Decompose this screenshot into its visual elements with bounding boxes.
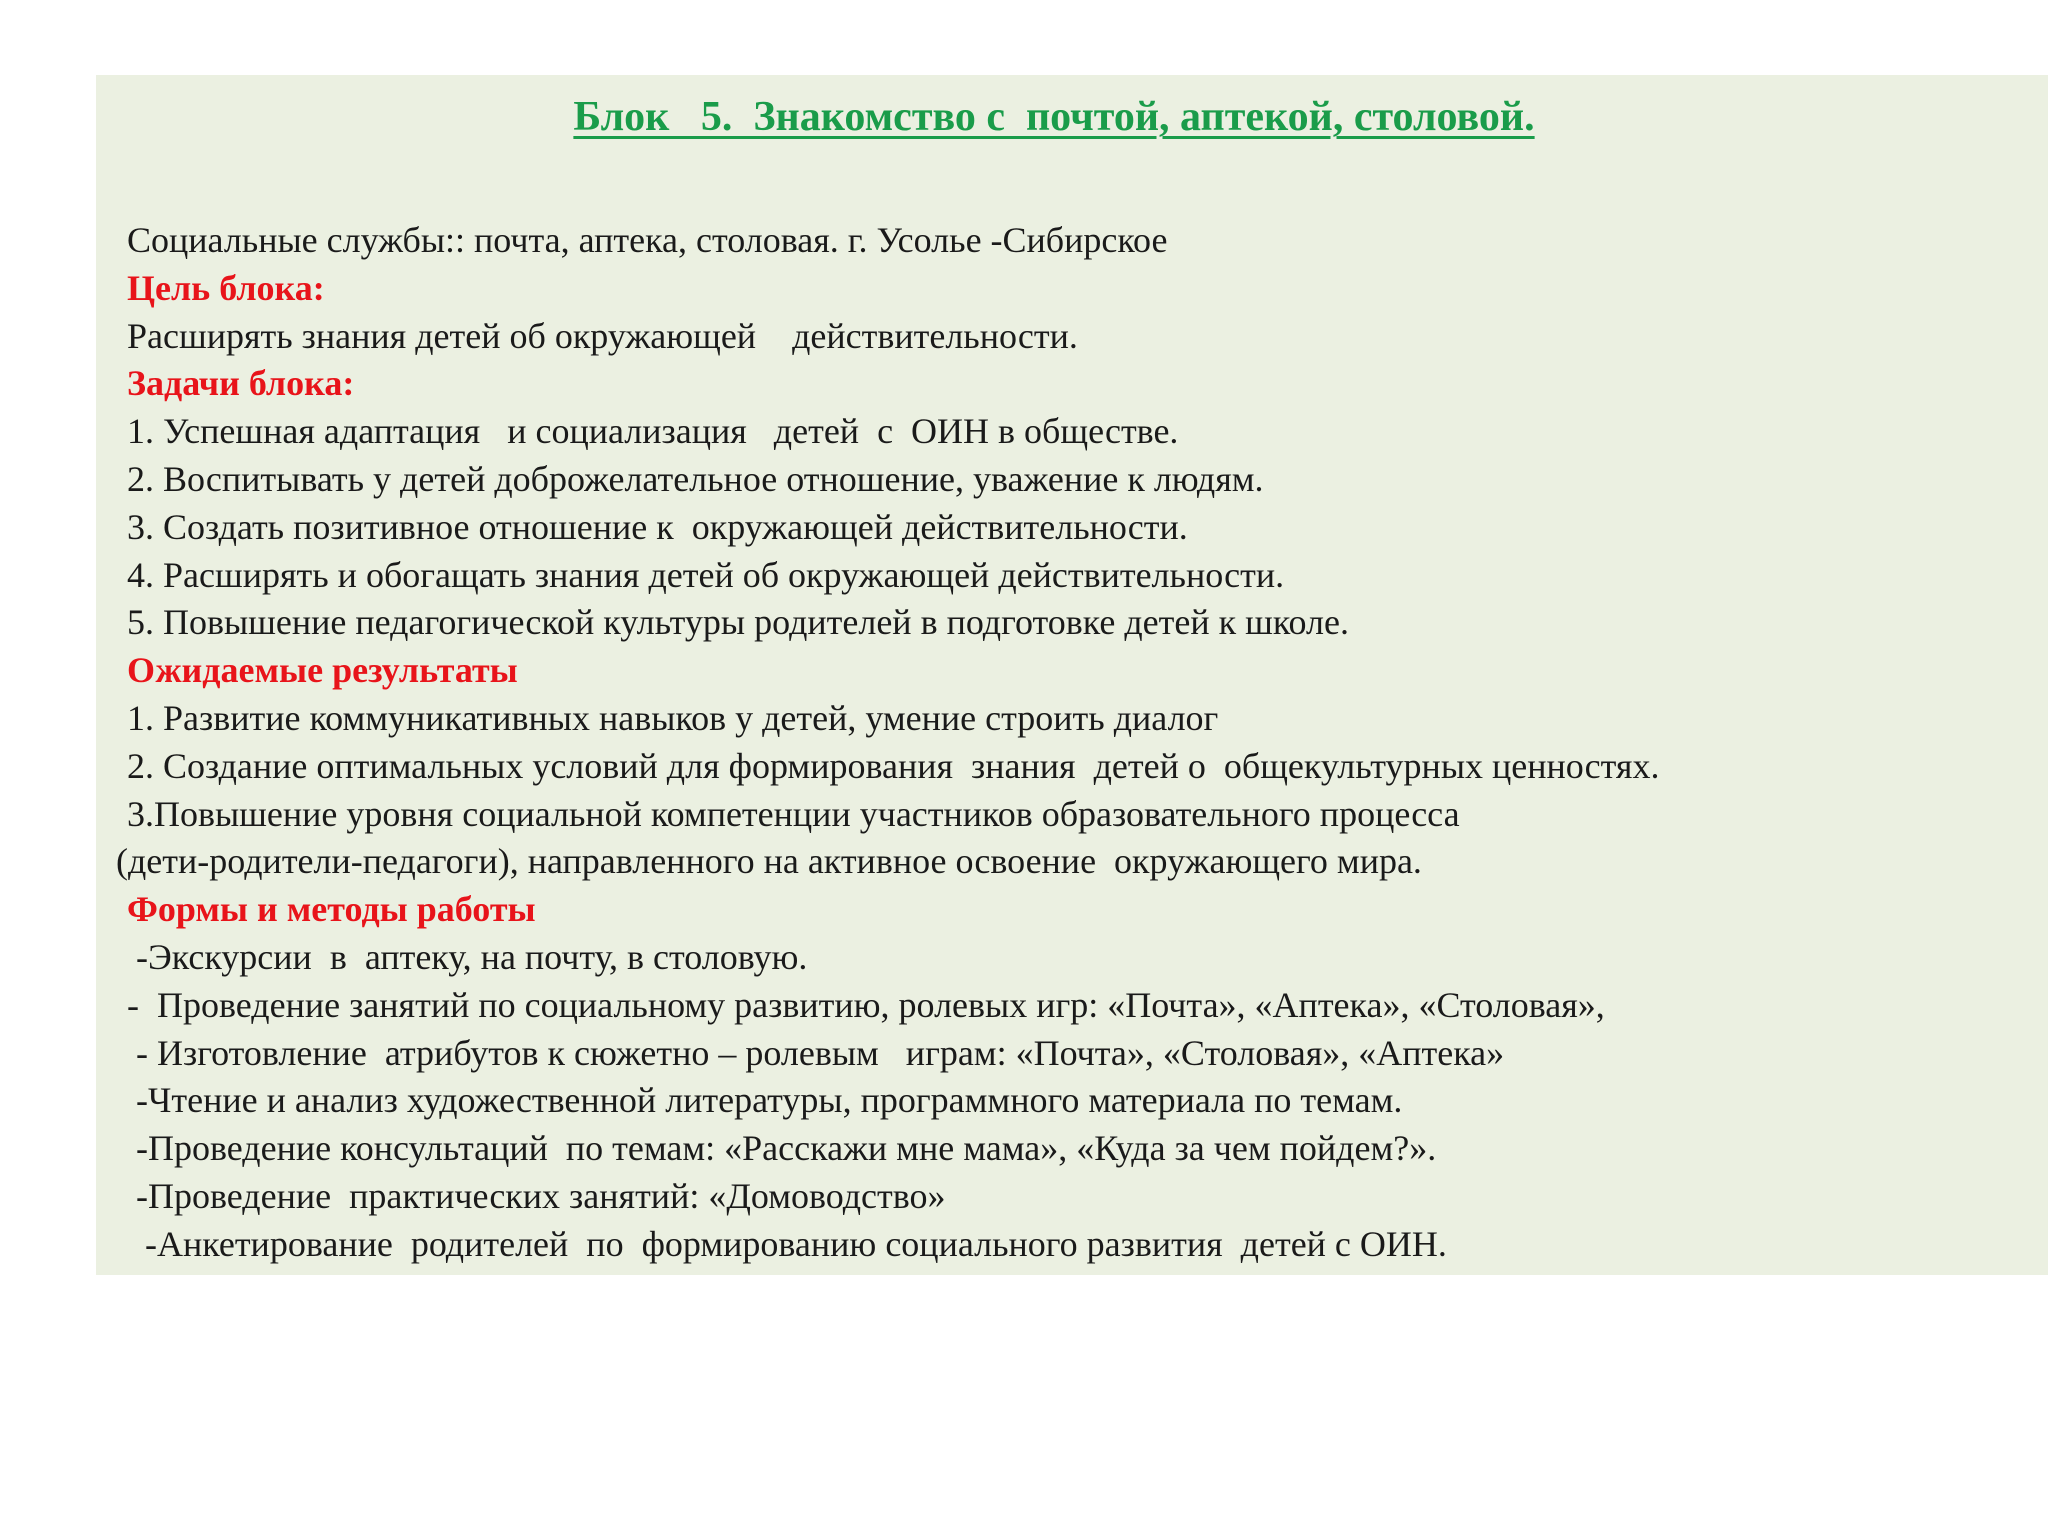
result-item: 1. Развитие коммуникативных навыков у детей, умение строить диалог xyxy=(127,697,1219,738)
method-item: -Экскурсии в аптеку, на почту, в столовую. xyxy=(136,936,808,977)
task-item: 5. Повышение педагогической культуры родителей в подготовке детей к школе. xyxy=(127,602,1349,643)
task-item: 2. Воспитывать у детей доброжелательное отношение, уважение к людям. xyxy=(127,458,1264,499)
task-item: 1. Успешная адаптация и социализация детей с ОИН в обществе. xyxy=(127,411,1179,452)
block-title: Блок 5. Знакомство с почтой, аптекой, столовой. xyxy=(573,94,1535,140)
result-item-continuation: (дети-родители-педагоги), направленного на активное освоение окружающего мира. xyxy=(116,841,1422,882)
method-item: -Проведение практических занятий: «Домоводство» xyxy=(136,1175,946,1216)
method-item: -Чтение и анализ художественной литературы, программного материала по темам. xyxy=(136,1080,1403,1121)
goal-heading: Цель блока: xyxy=(127,267,325,308)
method-item: -Проведение консультаций по темам: «Расскажи мне мама», «Куда за чем пойдем?». xyxy=(136,1128,1437,1169)
goal-text: Расширять знания детей об окружающей действительности. xyxy=(127,315,1078,356)
result-item: 3.Повышение уровня социальной компетенции участников образовательного процесса xyxy=(127,793,1460,834)
tasks-heading: Задачи блока: xyxy=(127,363,355,404)
result-item: 2. Создание оптимальных условий для формирования знания детей о общекультурных ценностях. xyxy=(127,745,1660,786)
task-item: 3. Создать позитивное отношение к окружающей действительности. xyxy=(127,506,1188,547)
task-item: 4. Расширять и обогащать знания детей об окружающей действительности. xyxy=(127,554,1285,595)
methods-heading: Формы и методы работы xyxy=(127,889,536,930)
intro-line: Социальные службы:: почта, аптека, столовая. г. Усолье -Сибирское xyxy=(127,220,1168,260)
document-body xyxy=(116,217,2027,1269)
results-heading: Ожидаемые результаты xyxy=(127,650,518,691)
method-item: - Проведение занятий по социальному развитию, ролевых игр: «Почта», «Аптека», «Столовая», xyxy=(127,984,1605,1025)
method-item: -Анкетирование родителей по формированию социального развития детей с ОИН. xyxy=(145,1223,1447,1264)
method-item: - Изготовление атрибутов к сюжетно – ролевым играм: «Почта», «Столовая», «Аптека» xyxy=(136,1032,1505,1073)
